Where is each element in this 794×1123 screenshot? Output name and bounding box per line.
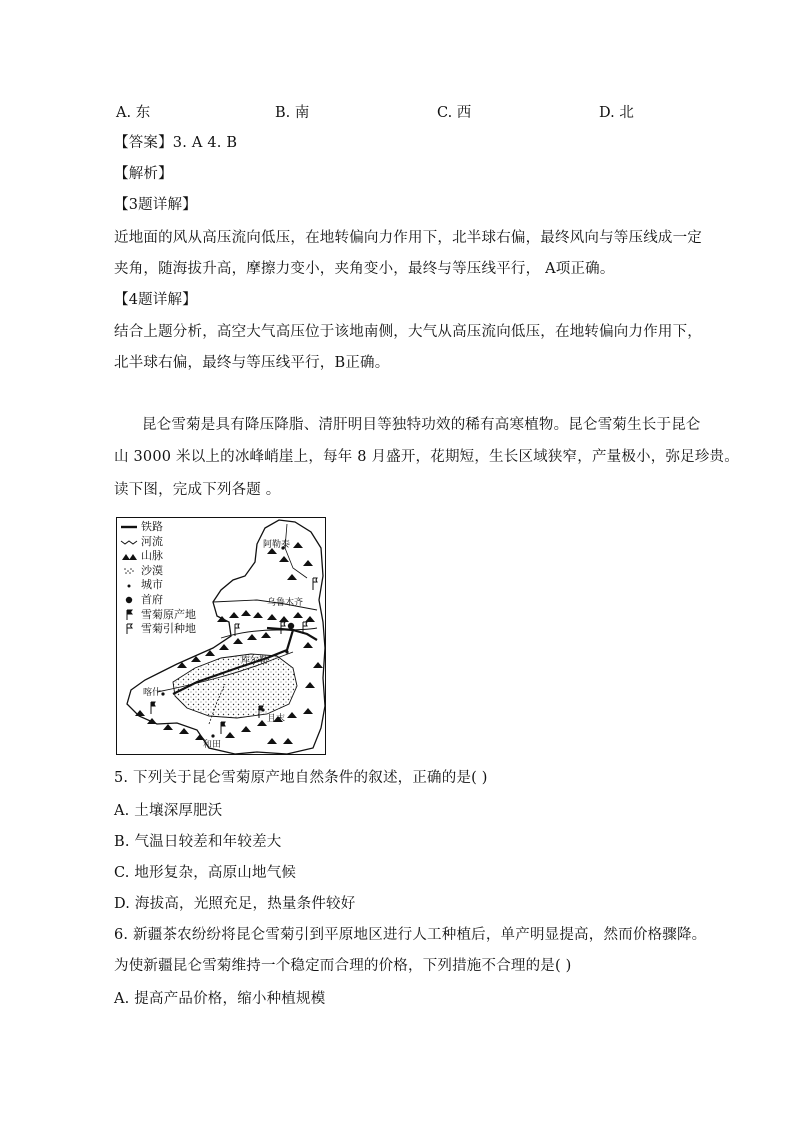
passage-line-2: 山 3000 米以上的冰峰峭崖上，每年 8 月盛开，花期短，生长区域狭窄，产量极小，弥足珍贵。	[114, 449, 739, 465]
legend-label: 山脉	[141, 549, 163, 563]
q5-option-d: D. 海拔高，光照充足，热量条件较好	[114, 896, 356, 912]
option-c: C. 西	[437, 105, 472, 121]
q4-text-line-2: 北半球右偏，最终与等压线平行，B正确。	[114, 355, 390, 371]
city-kashgar-dot	[161, 692, 164, 695]
capital-urumqi-dot	[288, 623, 294, 629]
analysis-heading: 【解析】	[114, 166, 173, 182]
place-altay: 阿勒泰	[263, 540, 291, 550]
desert-icon	[119, 565, 141, 577]
legend-row-capital	[119, 593, 196, 608]
q6-stem-line-1: 6. 新疆茶农纷纷将昆仑雪菊引到平原地区进行人工种植后，单产明显提高，然而价格骤降。	[114, 927, 707, 943]
capital-icon	[119, 594, 141, 606]
answer-line: 【答案】3. A 4. B	[114, 135, 238, 151]
legend-row-railway	[119, 520, 196, 535]
legend-row-desert	[119, 564, 196, 579]
legend-row-city	[119, 578, 196, 593]
q4-heading: 【4题详解】	[114, 292, 197, 308]
flag-origin-icon	[119, 609, 141, 621]
legend-row-river	[119, 535, 196, 550]
q3-text-line-1: 近地面的风从高压流向低压，在地转偏向力作用下，北半球右偏，最终风向与等压线成一定	[114, 230, 702, 246]
passage-line-3: 读下图，完成下列各题 。	[114, 482, 281, 498]
passage-line-1: 昆仑雪菊是具有降压降脂、清肝明目等独特功效的稀有高寒植物。昆仑雪菊生长于昆仑	[142, 417, 701, 433]
legend-row-origin	[119, 608, 196, 623]
mountain-icon	[119, 550, 141, 562]
place-qiemo: 且末	[267, 714, 286, 724]
option-d: D. 北	[599, 105, 634, 121]
xinjiang-map	[116, 517, 326, 755]
legend-label: 雪菊原产地	[141, 607, 196, 621]
legend-label: 沙漠	[141, 563, 163, 577]
option-b: B. 南	[275, 105, 310, 121]
city-qiemo-dot	[261, 708, 264, 711]
place-kashgar: 喀什	[143, 688, 162, 698]
legend-row-mountain	[119, 549, 196, 564]
q4-text-line-1: 结合上题分析，高空大气高压位于该地南侧，大气从高压流向低压，在地转偏向力作用下，	[114, 324, 702, 340]
city-korla-dot	[285, 650, 288, 653]
legend-label: 河流	[141, 534, 163, 548]
river-icon	[119, 536, 141, 548]
q5-stem: 5. 下列关于昆仑雪菊原产地自然条件的叙述，正确的是( )	[114, 770, 488, 786]
legend-label: 城市	[141, 578, 163, 592]
legend-label: 雪菊引种地	[141, 622, 196, 636]
q5-option-b: B. 气温日较差和年较差大	[114, 834, 282, 850]
q5-option-a: A. 土壤深厚肥沃	[114, 803, 223, 819]
q6-option-a: A. 提高产品价格，缩小种植规模	[114, 991, 326, 1007]
railway-icon	[119, 521, 141, 533]
option-a: A. 东	[116, 105, 151, 121]
flag-cultivation-icon	[119, 623, 141, 635]
legend-row-cultivation	[119, 622, 196, 637]
place-korla: 库尔勒	[241, 656, 269, 666]
q3-heading: 【3题详解】	[114, 197, 197, 213]
map-legend	[119, 520, 196, 637]
q5-option-c: C. 地形复杂，高原山地气候	[114, 865, 297, 881]
desert-area	[173, 654, 297, 718]
place-hotan: 和田	[203, 740, 222, 750]
legend-label: 铁路	[141, 520, 163, 533]
place-urumqi: 乌鲁木齐	[267, 598, 304, 608]
legend-label: 首府	[141, 592, 163, 606]
city-icon	[119, 580, 141, 592]
q3-text-line-2: 夹角，随海拔升高，摩擦力变小，夹角变小，最终与等压线平行， A项正确。	[114, 261, 615, 277]
city-hotan-dot	[211, 734, 214, 737]
q6-stem-line-2: 为使新疆昆仑雪菊维持一个稳定而合理的价格，下列措施不合理的是( )	[114, 958, 572, 974]
